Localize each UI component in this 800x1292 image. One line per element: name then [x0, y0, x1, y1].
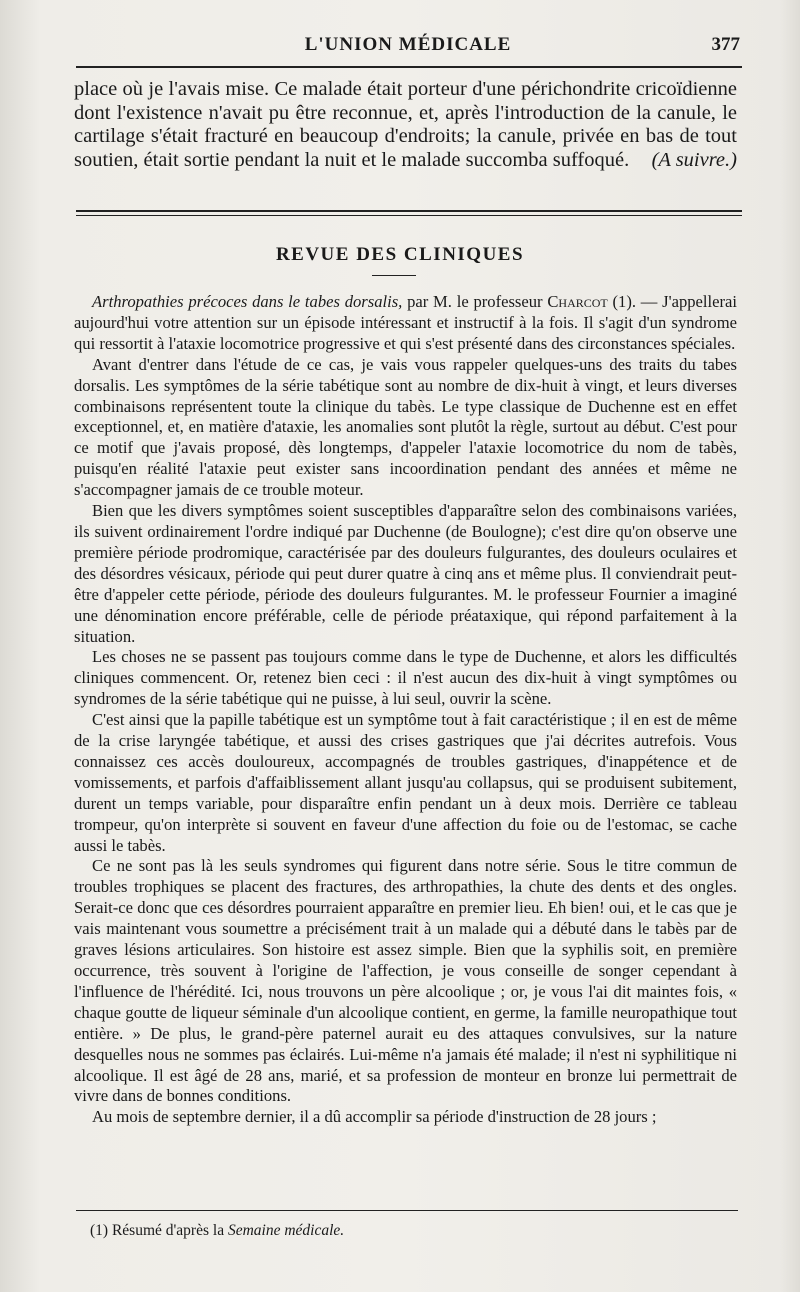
- footnote-marker: (1): [90, 1222, 109, 1239]
- intro-paragraph: [74, 78, 737, 172]
- article-byline: par M. le professeur: [402, 292, 548, 311]
- header-rule: [76, 66, 742, 68]
- article-author: Charcot: [547, 292, 608, 311]
- footnote-source: Semaine médicale.: [227, 1222, 345, 1239]
- footnote-text: Résumé d'après la: [108, 1222, 228, 1239]
- section-title: REVUE DES CLINIQUES: [275, 244, 525, 265]
- lead-text: J'appellerai aujourd'hui votre attention sur un épisode intéressant et instructif à la fois. Il s'agit d'un syndrome qui ressortit à l'ataxie locomotrice progressive et qui s'est présenté dans des circonstances spéciales.: [74, 292, 737, 353]
- intro-text: place où je l'avais mise. Ce malade était porteur d'une périchondrite cricoïdienne dont l'existence n'avait pu être reconnue, et, après l'introduction de la canule, le cartilage s'était fracturé en beaucoup d'endroits; la canule, privée en bas de tout soutien, était sortie pendant la nuit et le malade succomba suffoqué.: [74, 78, 737, 171]
- paragraph: Avant d'entrer dans l'étude de ce cas, je vais vous rappeler quelques-uns des traits du tabes dorsalis. Les symptômes de la série tabétique sont au nombre de dix-huit à vingt, et leurs diverses combinaisons représentent toute la clinique du tabès. Le type classique de Duchenne est en effet exceptionnel, et, en matière d'ataxie, les anomalies sont plutôt la règle, surtout au début. C'est pour ce motif que j'avais proposé, dès longtemps, d'appeler l'ataxie locomotrice du nom de tabès, puisqu'en réalité l'ataxie peut exister sans incoordination pendant des années et même ne s'accompagner jamais de ce trouble moteur.: [74, 354, 737, 500]
- paragraph: Ce ne sont pas là les seuls syndromes qui figurent dans notre série. Sous le titre commun de troubles trophiques se placent des fractures, des arthropathies, la chute des dents et des ongles. Serait-ce donc que ces désordres pourraient apparaître en premier lieu. Eh bien! oui, et le cas que je vais maintenant vous soumettre a précisément trait à un malade qui a débuté dans le tabès par de graves lésions articulaires. Son histoire est assez simple. Bien que la syphilis soit, en première occurrence, très souvent à l'origine de l'affection, je vous conseille de songer cependant à l'influence de l'hérédité. Ici, nous trouvons un père alcoolique ; or, je vous l'ai dit maintes fois, « chaque goutte de liqueur séminale d'un alcoolique contient, en germe, la famille neuropathique tout entière. » De plus, le grand-père paternel aurait eu des attaques convulsives, sur la nature desquelles nous ne sommes pas éclairés. Lui-même n'a jamais été malade; il n'est ni syphilitique ni alcoolique. Il est âgé de 28 ans, marié, et sa profession de monteur en bronze lui permettrait de vivre dans de bonnes conditions.: [74, 856, 737, 1106]
- title-underline: [372, 275, 416, 276]
- page-number: 377: [711, 34, 740, 55]
- article-title: Arthropathies précoces dans le tabes dorsalis,: [92, 292, 403, 311]
- article-lead-paragraph: [74, 292, 737, 355]
- footnote: [90, 1222, 344, 1240]
- section-divider-bottom: [76, 215, 742, 216]
- footnote-reference: (1). —: [607, 292, 663, 311]
- paragraph: Les choses ne se passent pas toujours comme dans le type de Duchenne, et alors les difficultés cliniques commencent. Or, retenez bien ceci : il n'est aucun des dix-huit à vingt symptômes ou syndromes de la série tabétique qui ne puisse, à lui seul, ouvrir la scène.: [74, 647, 737, 709]
- paragraph: Bien que les divers symptômes soient susceptibles d'apparaître selon des combinaisons variées, ils suivent ordinairement l'ordre indiqué par Duchenne (de Boulogne); c'est dire qu'on observe une première période prodromique, caractérisée par des douleurs fulgurantes, des douleurs oculaires et des désordres vésicaux, période qui peut durer quatre à cinq ans et même plus. Il conviendrait peut-être d'appeler cette période, période des douleurs fulgurantes. M. le professeur Fournier a imaginé une dénomination encore préférable, celle de période préataxique, qui répond parfaitement à la situation.: [74, 501, 737, 646]
- article-body: [74, 292, 737, 1128]
- footnote-rule: [76, 1210, 738, 1211]
- paragraph: Au mois de septembre dernier, il a dû accomplir sa période d'instruction de 28 jours ;: [92, 1107, 657, 1127]
- to-be-continued: (A suivre.): [651, 148, 737, 171]
- paragraph: C'est ainsi que la papille tabétique est un symptôme tout à fait caractéristique ; il en est de même de la crise laryngée tabétique, et aussi des crises gastriques que j'ai décrites autrefois. Vous connaissez ces accès douloureux, accompagnés de troubles gastriques, d'inappétence et de vomissements, et parfois d'affaiblissement allant jusqu'au collapsus, qui se produisent subitement, durent un temps variable, pour disparaître enfin pendant un à deux mois. Derrière ce tableau trompeur, qu'on interprète si souvent en faveur d'une affection du foie ou de l'estomac, se cache aussi le tabès.: [74, 710, 737, 855]
- section-divider-top: [76, 210, 742, 212]
- running-title: L'UNION MÉDICALE: [304, 34, 512, 55]
- page-header: [76, 34, 740, 60]
